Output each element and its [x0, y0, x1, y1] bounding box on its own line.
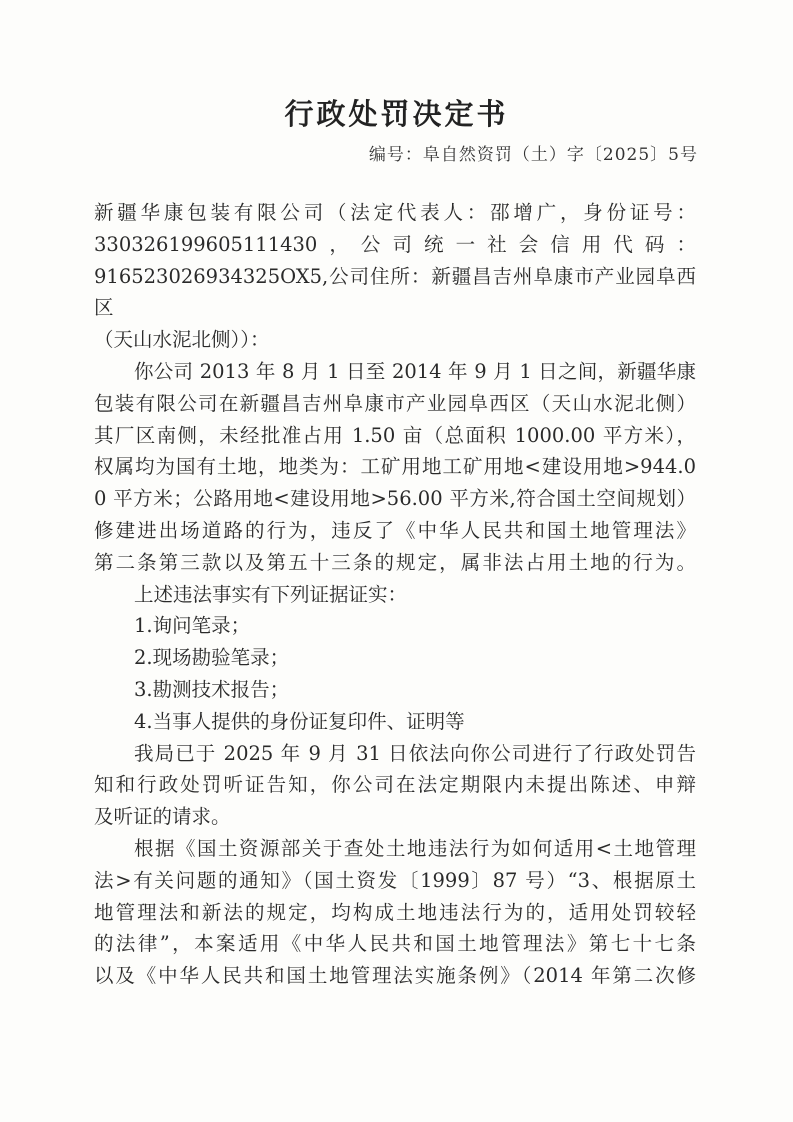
evidence-item: 1.询问笔录；: [134, 614, 251, 638]
basis-line: 以及《中华人民共和国土地管理法实施条例》（2014 年第二次修: [94, 964, 696, 988]
basis-line: 法>有关问题的通知》（国土资发〔1999〕87 号）“3、根据原土: [94, 868, 696, 892]
party-line: 916523026934325OX5,公司住所：新疆昌吉州阜康市产业园阜西区: [94, 264, 696, 320]
evidence-list: [94, 610, 696, 737]
facts-line: 其厂区南侧，未经批准占用 1.50 亩（总面积 1000.00 平方米），: [94, 423, 696, 447]
facts-line: 0 平方米；公路用地<建设用地>56.00 平方米,符合国土空间规划）: [94, 487, 696, 511]
notice-line: 我局已于 2025 年 9 月 31 日依法向你公司进行了行政处罚告: [134, 741, 696, 765]
facts-line: 你公司 2013 年 8 月 1 日至 2014 年 9 月 1 日之间，新疆华康: [134, 359, 696, 383]
facts-paragraph: [94, 356, 696, 579]
notice-line: 及听证的请求。: [94, 805, 231, 829]
document-body: [94, 197, 696, 992]
facts-line: 修建进出场道路的行为，违反了《中华人民共和国土地管理法》: [94, 518, 696, 542]
document-title: 行政处罚决定书: [284, 97, 509, 131]
evidence-item: 4.当事人提供的身份证复印件、证明等: [134, 709, 465, 733]
party-line: （天山水泥北侧））：: [94, 328, 270, 352]
basis-line: 的法律”，本案适用《中华人民共和国土地管理法》第七十七条: [94, 932, 696, 956]
basis-line: 地管理法和新法的规定，均构成土地违法行为的，适用处罚较轻: [94, 900, 696, 924]
party-line: 330326199605111430，公司统一社会信用代码：: [94, 232, 696, 256]
facts-line: 权属均为国有土地，地类为：工矿用地工矿用地<建设用地>944.0: [94, 455, 696, 479]
evidence-intro: [94, 579, 696, 611]
evidence-item: 3.勘测技术报告；: [134, 677, 290, 701]
facts-line: 包装有限公司在新疆昌吉州阜康市产业园阜西区（天山水泥北侧）: [94, 391, 696, 415]
document-number: 编号：阜自然资罚（土）字〔2025〕5号: [368, 145, 698, 165]
notice-line: 知和行政处罚听证告知，你公司在法定期限内未提出陈述、申辩: [94, 773, 696, 797]
basis-line: 根据《国土资源部关于查处土地违法行为如何适用<土地管理: [134, 836, 696, 860]
party-line: 新疆华康包装有限公司（法定代表人：邵增广，身份证号：: [94, 201, 696, 224]
facts-line: 第二条第三款以及第五十三条的规定，属非法占用土地的行为。: [94, 550, 696, 574]
notice-paragraph: [94, 738, 696, 833]
basis-paragraph: [94, 833, 696, 992]
evidence-intro-line: 上述违法事实有下列证据证实：: [134, 582, 408, 606]
evidence-item: 2.现场勘验笔录；: [134, 646, 290, 670]
party-paragraph: [94, 197, 696, 356]
